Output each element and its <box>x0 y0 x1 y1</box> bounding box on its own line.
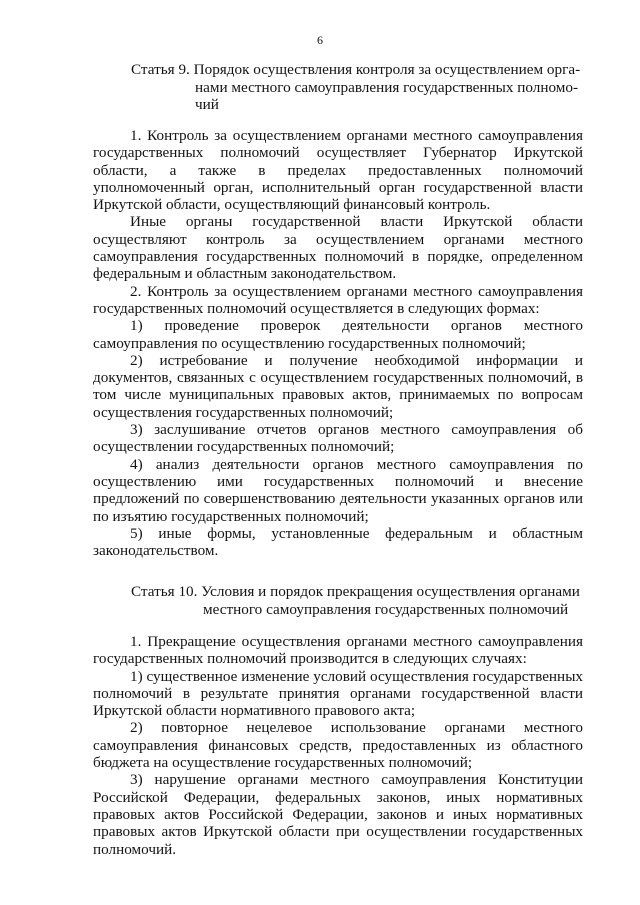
article-10-list-item: 1) существенное изменение условий осуществления государственных полномочий в результате принятия органами государственной власти Иркутской области нормативного правового акта; <box>93 667 583 720</box>
article-9-list-item: 1) проведение проверок деятельности органов местного самоуправления по осуществлению государственных полномочий; <box>93 317 583 352</box>
article-9-list-item: 4) анализ деятельности органов местного самоуправления по осуществлению ими государственных полномочий и внесение предложений по совершенствованию деятельности указанных органов или по изъятию государственных полномочий; <box>93 455 583 525</box>
article-9-paragraph: 1. Контроль за осуществлением органами местного самоуправления государственных полномочий осуществляет Губернатор Иркутской области, а также в пределах предоставленных полномочий уполномоченный орган, исполнительный орган государственной власти Иркутской области, осуществляющий финансовый контроль. <box>93 127 583 214</box>
article-10-list-item: 2) повторное нецелевое использование органами местного самоуправления финансовых средств, предоставленных из областного бюджета на осуществление государственных полномочий; <box>93 719 583 772</box>
article-9-list-item: 3) заслушивание отчетов органов местного самоуправления об осуществлении государственных полномочий; <box>93 421 583 456</box>
article-9-heading-line: чий <box>195 96 219 113</box>
article-10-body <box>93 633 583 858</box>
article-9-list-item: 5) иные формы, установленные федеральным и областным законодательством. <box>93 524 583 560</box>
article-9-list-item: 2) истребование и получение необходимой информации и документов, связанных с осуществлением государственных полномочий, в том числе муниципальных правовых актов, принимаемых по вопросам осуществления государственных полномочий; <box>93 351 583 421</box>
article-9-paragraph: Иные органы государственной власти Иркутской области осуществляют контроль за осуществлением органами местного самоуправления государственных полномочий в порядке, определенном федеральным и областным законодательством. <box>93 213 583 283</box>
article-9-heading-line: Статья 9. Порядок осуществления контроля за осуществлением орга- <box>131 61 581 78</box>
article-10-list-item: 3) нарушение органами местного самоуправления Конституции Российской Федерации, федеральных законов, иных нормативных правовых актов Российской Федерации, законов и иных нормативных правовых актов Иркутской области при осуществлении государственных полномочий. <box>93 771 583 858</box>
article-10-paragraph: 1. Прекращение осуществления органами местного самоуправления государственных полномочий производится в следующих случаях: <box>93 633 583 668</box>
article-9-body <box>93 127 583 559</box>
page-number: 6 <box>317 33 323 47</box>
article-9-heading <box>131 61 583 114</box>
article-10-heading-line: Статья 10. Условия и порядок прекращения осуществления органами <box>131 583 580 600</box>
article-9-paragraph: 2. Контроль за осуществлением органами местного самоуправления государственных полномочий осуществляется в следующих формах: <box>93 282 583 317</box>
article-10-heading <box>131 583 583 618</box>
article-10-heading-line: местного самоуправления государственных полномочий <box>203 600 569 618</box>
article-9-heading-line: нами местного самоуправления государственных полномо- <box>195 78 579 96</box>
